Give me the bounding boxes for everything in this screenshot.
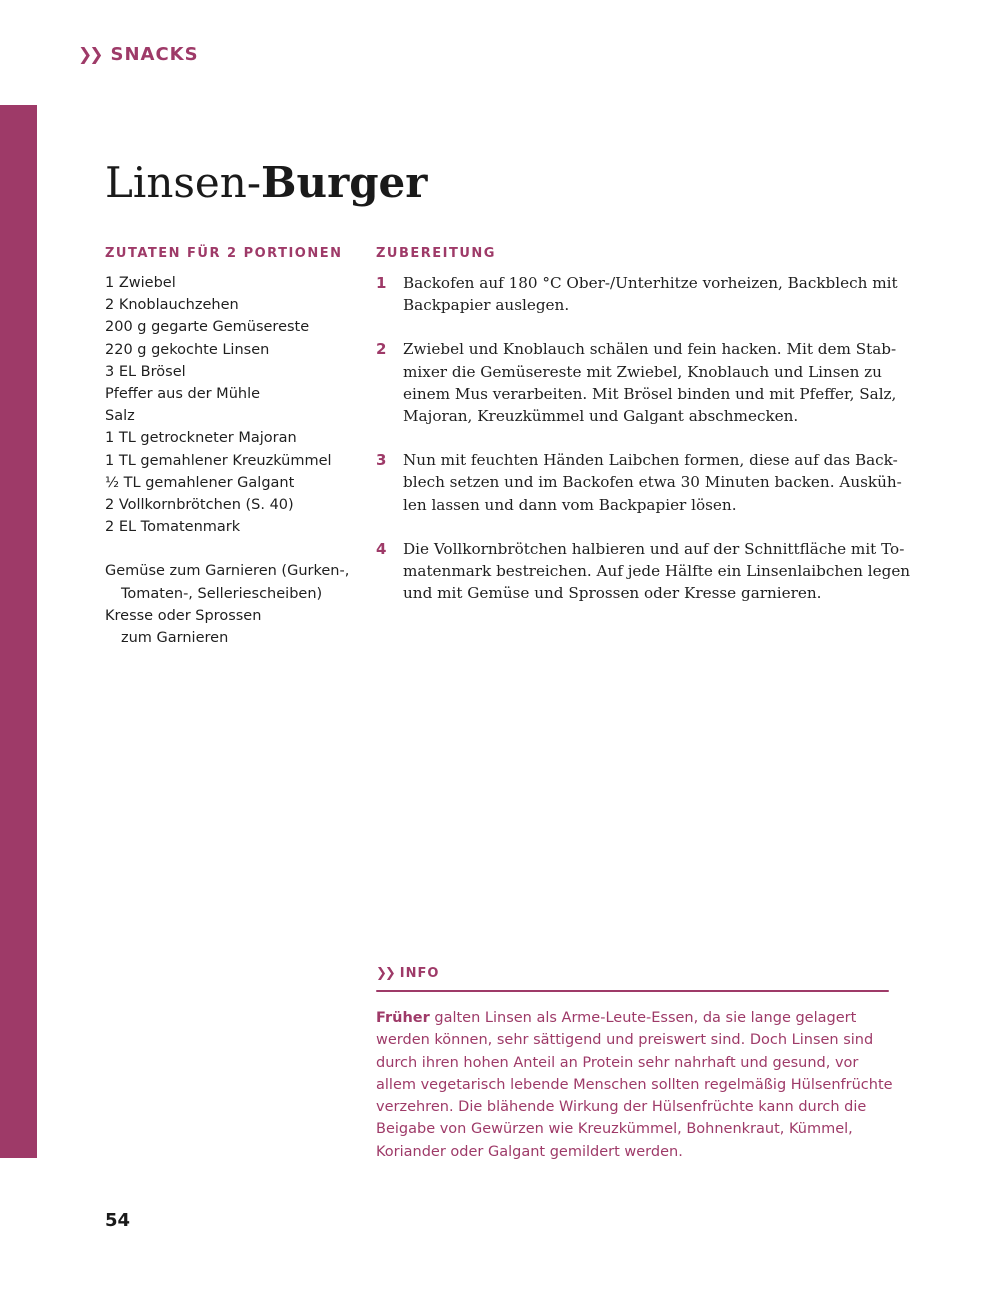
- step-text: und mit Gemüse und Sprossen oder Kresse garnieren.: [403, 584, 822, 603]
- ingredient-item: 3 EL Brösel: [105, 363, 186, 380]
- ingredient-item: zum Garnieren: [121, 630, 229, 647]
- info-line: Koriander oder Galgant gemildert werden.: [376, 1143, 683, 1160]
- step-text: Backofen auf 180 °C Ober-/Unterhitze vorheizen, Backblech mit: [403, 274, 898, 292]
- double-chevron-right-icon: ❯❯: [78, 44, 101, 65]
- ingredient-item: Tomaten-, Selleriescheiben): [121, 585, 323, 602]
- ingredient-item: 2 Vollkornbrötchen (S. 40): [105, 497, 294, 514]
- recipe-title: [105, 158, 427, 207]
- step-text: Nun mit feuchten Händen Laibchen formen, diese auf das Back-: [403, 451, 898, 470]
- step-text: Backpapier auslegen.: [403, 296, 570, 315]
- step-text: len lassen und dann vom Backpapier lösen.: [403, 495, 737, 514]
- info-box-text: [376, 1007, 896, 1163]
- page-number: 54: [105, 1210, 131, 1231]
- info-heading-label: INFO: [399, 966, 440, 981]
- preparation-step: [376, 338, 896, 427]
- info-line: durch ihren hohen Anteil an Protein sehr nahrhaft und gesund, vor: [376, 1054, 859, 1071]
- info-line-rest: galten Linsen als Arme-Leute-Essen, da sie lange gelagert: [429, 1010, 857, 1026]
- info-line: [376, 1007, 896, 1029]
- info-line: verzehren. Die blähende Wirkung der Hülsenfrüchte kann durch die: [376, 1099, 867, 1116]
- section-name: SNACKS: [110, 44, 199, 65]
- preparation-steps: [376, 272, 911, 626]
- ingredient-item: Salz: [105, 408, 135, 425]
- ingredient-item: 1 Zwiebel: [105, 275, 176, 291]
- step-number: 4: [376, 539, 387, 558]
- info-lead: Früher: [376, 1010, 430, 1026]
- ingredient-item: Gemüse zum Garnieren (Gurken-,: [105, 563, 350, 580]
- preparation-step: [376, 272, 896, 316]
- ingredient-item: 1 TL gemahlener Kreuzkümmel: [105, 452, 332, 469]
- ingredient-item: 2 EL Tomatenmark: [105, 519, 241, 536]
- ingredient-item: ½ TL gemahlener Galgant: [105, 474, 295, 491]
- step-number: 3: [376, 451, 387, 470]
- step-text: blech setzen und im Backofen etwa 30 Minuten backen. Ausküh-: [403, 473, 902, 492]
- info-line: allem vegetarisch lebende Menschen sollten regelmäßig Hülsenfrüchte: [376, 1076, 893, 1093]
- info-heading: [376, 966, 439, 981]
- step-number: 1: [376, 274, 387, 292]
- step-text: matenmark bestreichen. Auf jede Hälfte ein Linsenlaibchen legen: [403, 562, 911, 581]
- ingredient-item: 200 g gegarte Gemüsereste: [105, 319, 310, 336]
- recipe-title-bold: Burger: [261, 158, 428, 207]
- double-chevron-right-icon: ❯❯: [376, 966, 394, 981]
- info-line: Beigabe von Gewürzen wie Kreuzkümmel, Bohnenkraut, Kümmel,: [376, 1121, 853, 1138]
- preparation-step: [376, 538, 911, 605]
- sidebar-accent-bar: [0, 105, 37, 1158]
- step-text: Zwiebel und Knoblauch schälen und fein hacken. Mit dem Stab-: [403, 340, 897, 359]
- step-number: 2: [376, 340, 387, 359]
- step-text: einem Mus verarbeiten. Mit Brösel binden und mit Pfeffer, Salz,: [403, 384, 897, 403]
- ingredient-item: 220 g gekochte Linsen: [105, 341, 270, 358]
- preparation-step: [376, 449, 902, 516]
- info-divider: [376, 990, 889, 992]
- info-line: werden können, sehr sättigend und preiswert sind. Doch Linsen sind: [376, 1032, 874, 1049]
- preparation-heading: ZUBEREITUNG: [376, 246, 496, 261]
- ingredient-item: Kresse oder Sprossen: [105, 607, 262, 624]
- section-label: [78, 44, 199, 65]
- ingredient-item: 2 Knoblauchzehen: [105, 297, 239, 314]
- ingredients-heading: ZUTATEN FÜR 2 PORTIONEN: [105, 246, 343, 261]
- ingredients-list: [105, 272, 355, 649]
- ingredient-item: Pfeffer aus der Mühle: [105, 386, 261, 403]
- ingredient-item: 1 TL getrockneter Majoran: [105, 430, 297, 447]
- recipe-title-light: Linsen-: [105, 158, 262, 207]
- step-text: Die Vollkornbrötchen halbieren und auf der Schnittfläche mit To-: [403, 539, 905, 558]
- step-text: mixer die Gemüsereste mit Zwiebel, Knoblauch und Linsen zu: [403, 362, 882, 381]
- step-text: Majoran, Kreuzkümmel und Galgant abschmecken.: [403, 407, 799, 426]
